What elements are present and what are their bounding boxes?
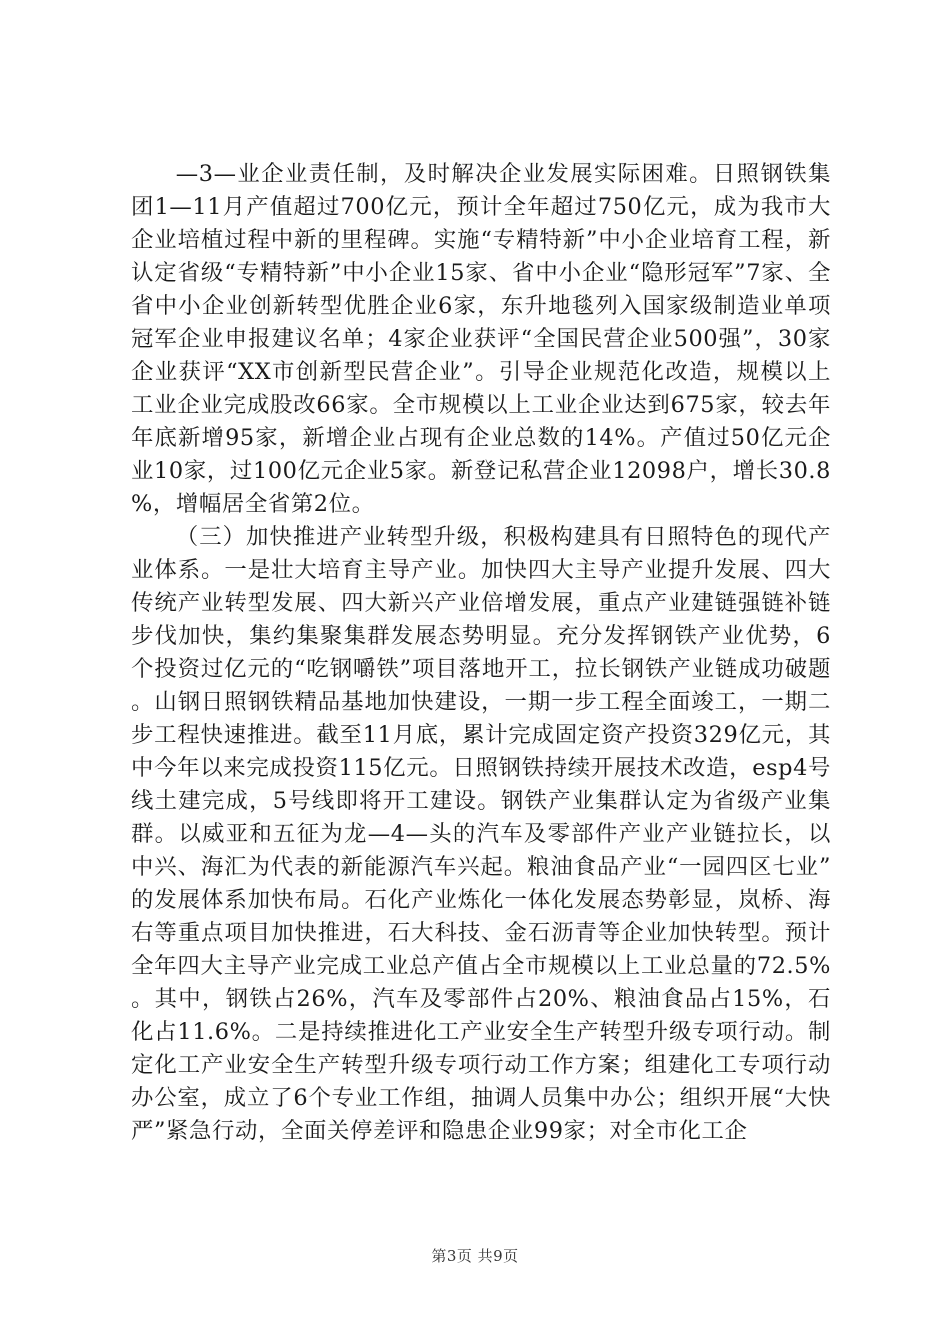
document-body	[131, 158, 831, 1148]
paragraph: （三）加快推进产业转型升级，积极构建具有日照特色的现代产业体系。一是壮大培育主导产业。加快四大主导产业提升发展、四大传统产业转型发展、四大新兴产业倍增发展，重点产业建链强链补链步伐加快，集约集聚集群发展态势明显。充分发挥钢铁产业优势，6个投资过亿元的“吃钢嚼铁”项目落地开工，拉长钢铁产业链成功破题。山钢日照钢铁精品基地加快建设，一期一步工程全面竣工，一期二步工程快速推进。截至11月底，累计完成固定资产投资329亿元，其中今年以来完成投资115亿元。日照钢铁持续开展技术改造，esp4号线土建完成，5号线即将开工建设。钢铁产业集群认定为省级产业集群。以威亚和五征为龙—4—头的汽车及零部件产业产业链拉长，以中兴、海汇为代表的新能源汽车兴起。粮油食品产业“一园四区七业”的发展体系加快布局。石化产业炼化一体化发展态势彰显，岚桥、海右等重点项目加快推进，石大科技、金石沥青等企业加快转型。预计全年四大主导产业完成工业总产值占全市规模以上工业总量的72.5%。其中，钢铁占26%，汽车及零部件占20%、粮油食品占15%，石化占11.6%。二是持续推进化工产业安全生产转型升级专项行动。制定化工产业安全生产转型升级专项行动工作方案；组建化工专项行动办公室，成立了6个专业工作组，抽调人员集中办公；组织开展“大快严”紧急行动，全面关停差评和隐患企业99家；对全市化工企	[131, 524, 831, 1144]
page-number-footer: 第3页 共9页	[431, 1247, 519, 1265]
paragraph: —3—业企业责任制，及时解决企业发展实际困难。日照钢铁集团1—11月产值超过700亿元，预计全年超过750亿元，成为我市大企业培植过程中新的里程碑。实施“专精特新”中小企业培育工程，新认定省级“专精特新”中小企业15家、省中小企业“隐形冠军”7家、全省中小企业创新转型优胜企业6家，东升地毯列入国家级制造业单项冠军企业申报建议名单；4家企业获评“全国民营企业500强”，30家企业获评“XX市创新型民营企业”。引导企业规范化改造，规模以上工业企业完成股改66家。全市规模以上工业企业达到675家，较去年年底新增95家，新增企业占现有企业总数的14%。产值过50亿元企业10家，过100亿元企业5家。新登记私营企业12098户，增长30.8%，增幅居全省第2位。	[131, 161, 831, 517]
